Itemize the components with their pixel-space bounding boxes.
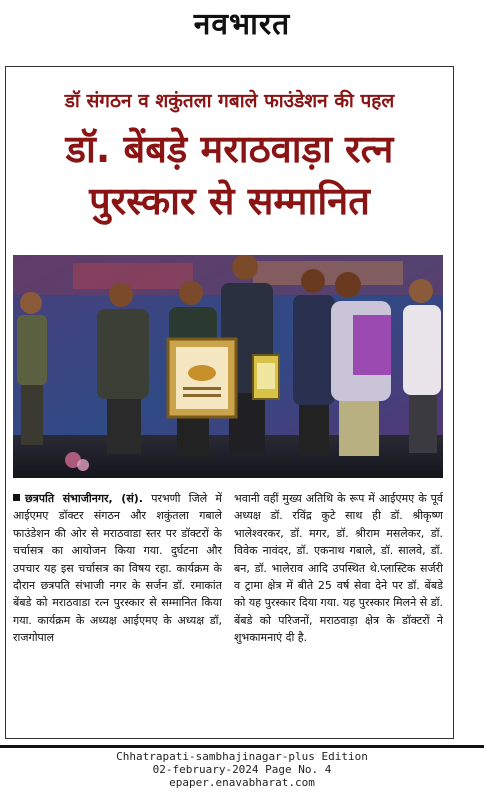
dateline: छत्रपति संभाजीनगर, (सं). (25, 492, 143, 505)
edition-name: Chhatrapati-sambhajinagar-plus Edition (116, 750, 368, 763)
epaper-url: epaper.enavabharat.com (169, 776, 315, 789)
article-body (13, 490, 443, 730)
headline-line-1: डॉ. बेंबड़े मराठवाड़ा रत्न (65, 127, 394, 171)
gift-box (253, 355, 279, 399)
column-1-text: परभणी जिले में आईएमए डॉक्टर संगठन और शकुंतला गबाले फाउंडेशन की ओर से मराठवाडा स्तर पर डॉक्टरों के चर्चासत्र का आयोजन किया गया. दुर्घटना और उपचार यह इस चर्चासत्र का विषय रहा. कार्यक्रम के दौरान छत्रपति संभाजी नगर के सर्जन डॉ. रमाकांत बेंबडे को मराठवाडा रत्न पुरस्कार से सम्मानित किया गया. कार्यक्रम के अध्यक्ष आईएमए के अध्यक्ष डॉ, राजगोपाल (13, 492, 222, 645)
article-clipping (5, 66, 454, 739)
edition-date-page: 02-february-2024 Page No. 4 (152, 763, 332, 776)
article-kicker: डॉ संगठन व शकुंतला गबाले फाउंडेशन की पहल (64, 90, 395, 112)
bullet-square-icon (13, 494, 20, 501)
article-column-2 (234, 490, 443, 730)
newspaper-masthead: नवभारत (193, 7, 291, 42)
column-2-text: भवानी वहीं मुख्य अतिथि के रूप में आईएमए के पूर्व अध्यक्ष डॉ. रविंद्र कुटे साथ ही डॉ. श्रीकृष्ण भालेश्वरकर, डॉ. मगर, डॉ. श्रीराम मसलेकर, डॉ. विवेक नावंदर, डॉ. एकनाथ गबाले, डॉ. सालवे, डॉ. बन, डॉ. भालेराव आदि उपस्थित थे.प्लास्टिक सर्जरी व ट्रामा क्षेत्र में बीते 25 वर्ष सेवा देने पर डॉ. बेंबडे को यह पुरस्कार दिया गया. यह पुरस्कार मिलने से डॉ. बेंबडे को परिजनों, मराठवाड़ा क्षेत्र के डॉक्टरों ने शुभकामनाएं दी है. (234, 492, 443, 645)
article-column-1 (13, 490, 222, 730)
footer-divider (0, 745, 484, 748)
award-frame (168, 339, 236, 417)
photo-illustration (13, 255, 443, 478)
person-5 (293, 269, 335, 455)
edition-footer (0, 750, 484, 789)
article-headline (6, 123, 453, 227)
headline-line-2: पुरस्कार से सम्मानित (89, 179, 370, 223)
award-ceremony-photo (13, 255, 443, 478)
